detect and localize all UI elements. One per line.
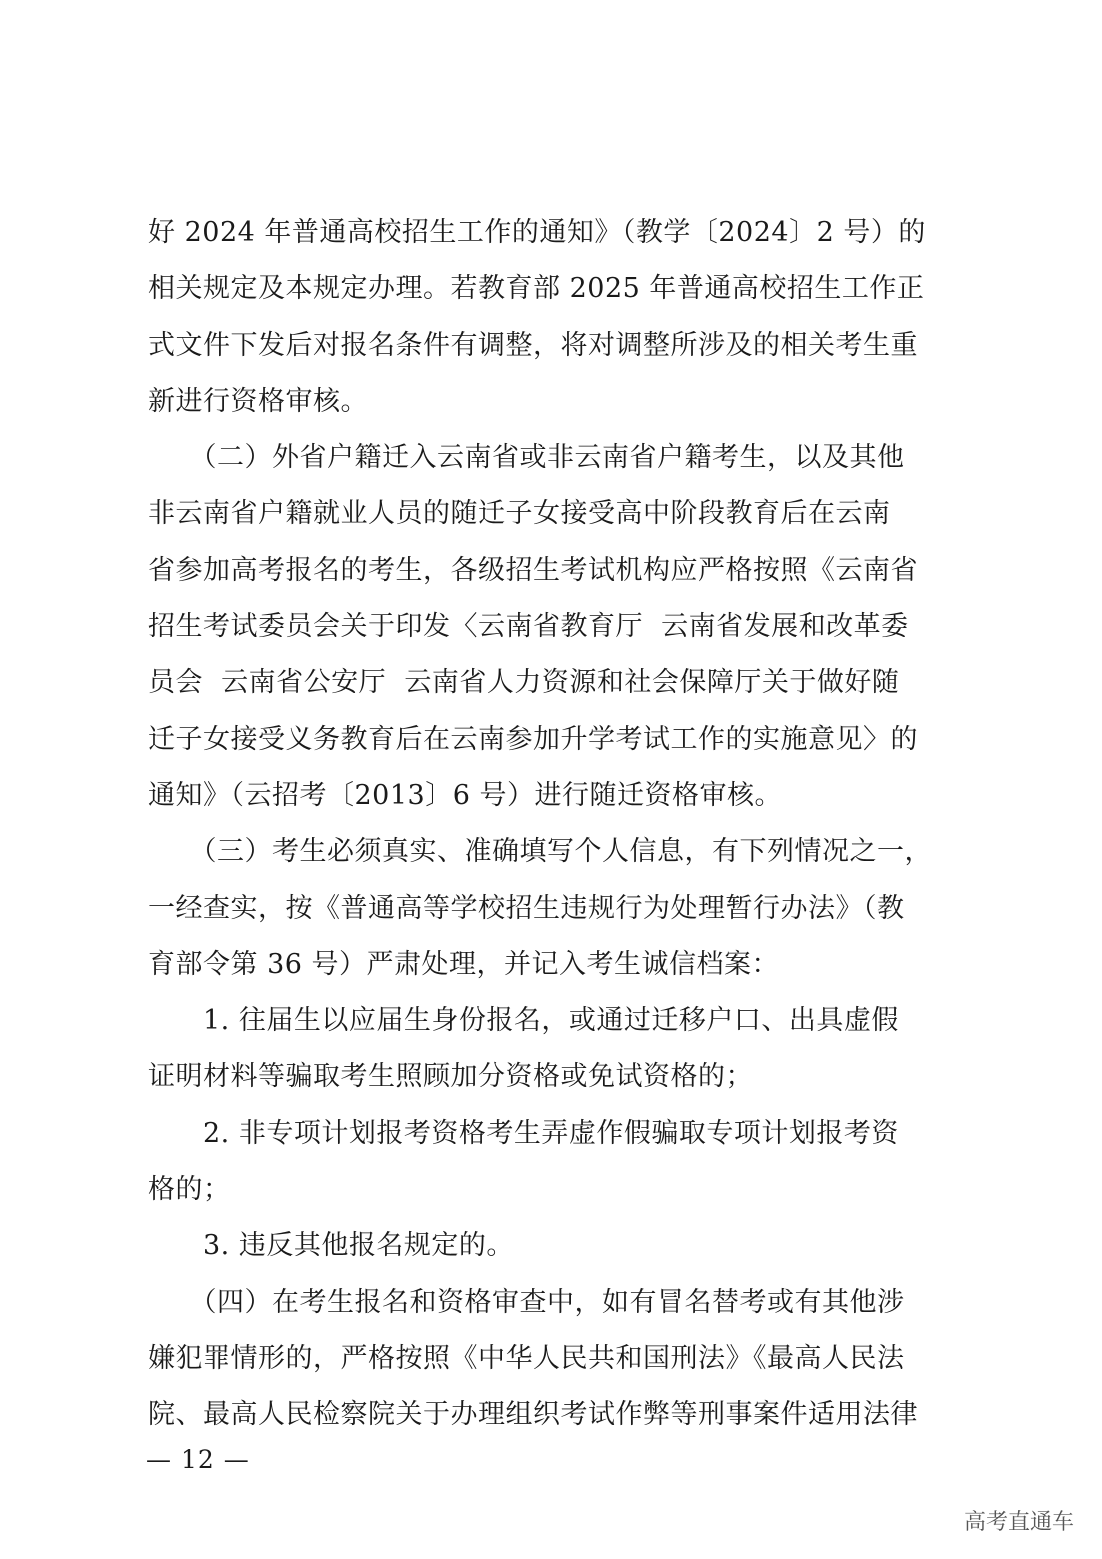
text-line-1: 好 2024 年普通高校招生工作的通知》（教学〔2024〕2 号）的 — [148, 217, 926, 248]
text-line-4: 新进行资格审核。 — [148, 385, 368, 417]
text-line-8: 招生考试委员会关于印发〈云南省教育厅 云南省发展和改革委 — [148, 611, 909, 643]
text-line-19: 3. 违反其他报名规定的。 — [148, 1230, 514, 1262]
text-line-12: （三）考生必须真实、准确填写个人信息，有下列情况之一， — [148, 836, 932, 868]
text-line-9: 员会 云南省公安厅 云南省人力资源和社会保障厅关于做好随 — [148, 667, 900, 699]
text-line-20: （四）在考生报名和资格审查中，如有冒名替考或有其他涉 — [148, 1286, 905, 1318]
text-line-14: 育部令第 36 号）严肃处理，并记入考生诚信档案： — [148, 948, 780, 980]
text-line-11: 通知》（云招考〔2013〕6 号）进行随迁资格审核。 — [148, 779, 782, 811]
text-line-16: 证明材料等骗取考生照顾加分资格或免试资格的； — [148, 1061, 753, 1093]
watermark: 高考直通车 — [963, 1510, 1074, 1535]
text-line-6: 非云南省户籍就业人员的随迁子女接受高中阶段教育后在云南 — [148, 498, 891, 530]
text-line-17: 2. 非专项计划报考资格考生弄虚作假骗取专项计划报考资 — [148, 1117, 899, 1149]
page-number: — 12 — — [146, 1445, 250, 1474]
text-line-5: （二）外省户籍迁入云南省或非云南省户籍考生，以及其他 — [148, 442, 905, 474]
text-line-10: 迁子女接受义务教育后在云南参加升学考试工作的实施意见〉的 — [148, 723, 918, 755]
text-line-7: 省参加高考报名的考生，各级招生考试机构应严格按照《云南省 — [148, 554, 918, 586]
text-line-3: 式文件下发后对报名条件有调整，将对调整所涉及的相关考生重 — [148, 329, 918, 361]
text-line-2: 相关规定及本规定办理。若教育部 2025 年普通高校招生工作正 — [148, 273, 925, 305]
text-line-21: 嫌犯罪情形的，严格按照《中华人民共和国刑法》《最高人民法 — [148, 1342, 905, 1374]
document-body — [148, 205, 968, 1444]
text-line-22: 院、最高人民检察院关于办理组织考试作弊等刑事案件适用法律 — [148, 1399, 918, 1431]
text-line-13: 一经查实，按《普通高等学校招生违规行为处理暂行办法》（教 — [148, 892, 905, 924]
text-line-18: 格的； — [148, 1174, 231, 1206]
text-line-15: 1. 往届生以应届生身份报名，或通过迁移户口、出具虚假 — [148, 1005, 899, 1037]
